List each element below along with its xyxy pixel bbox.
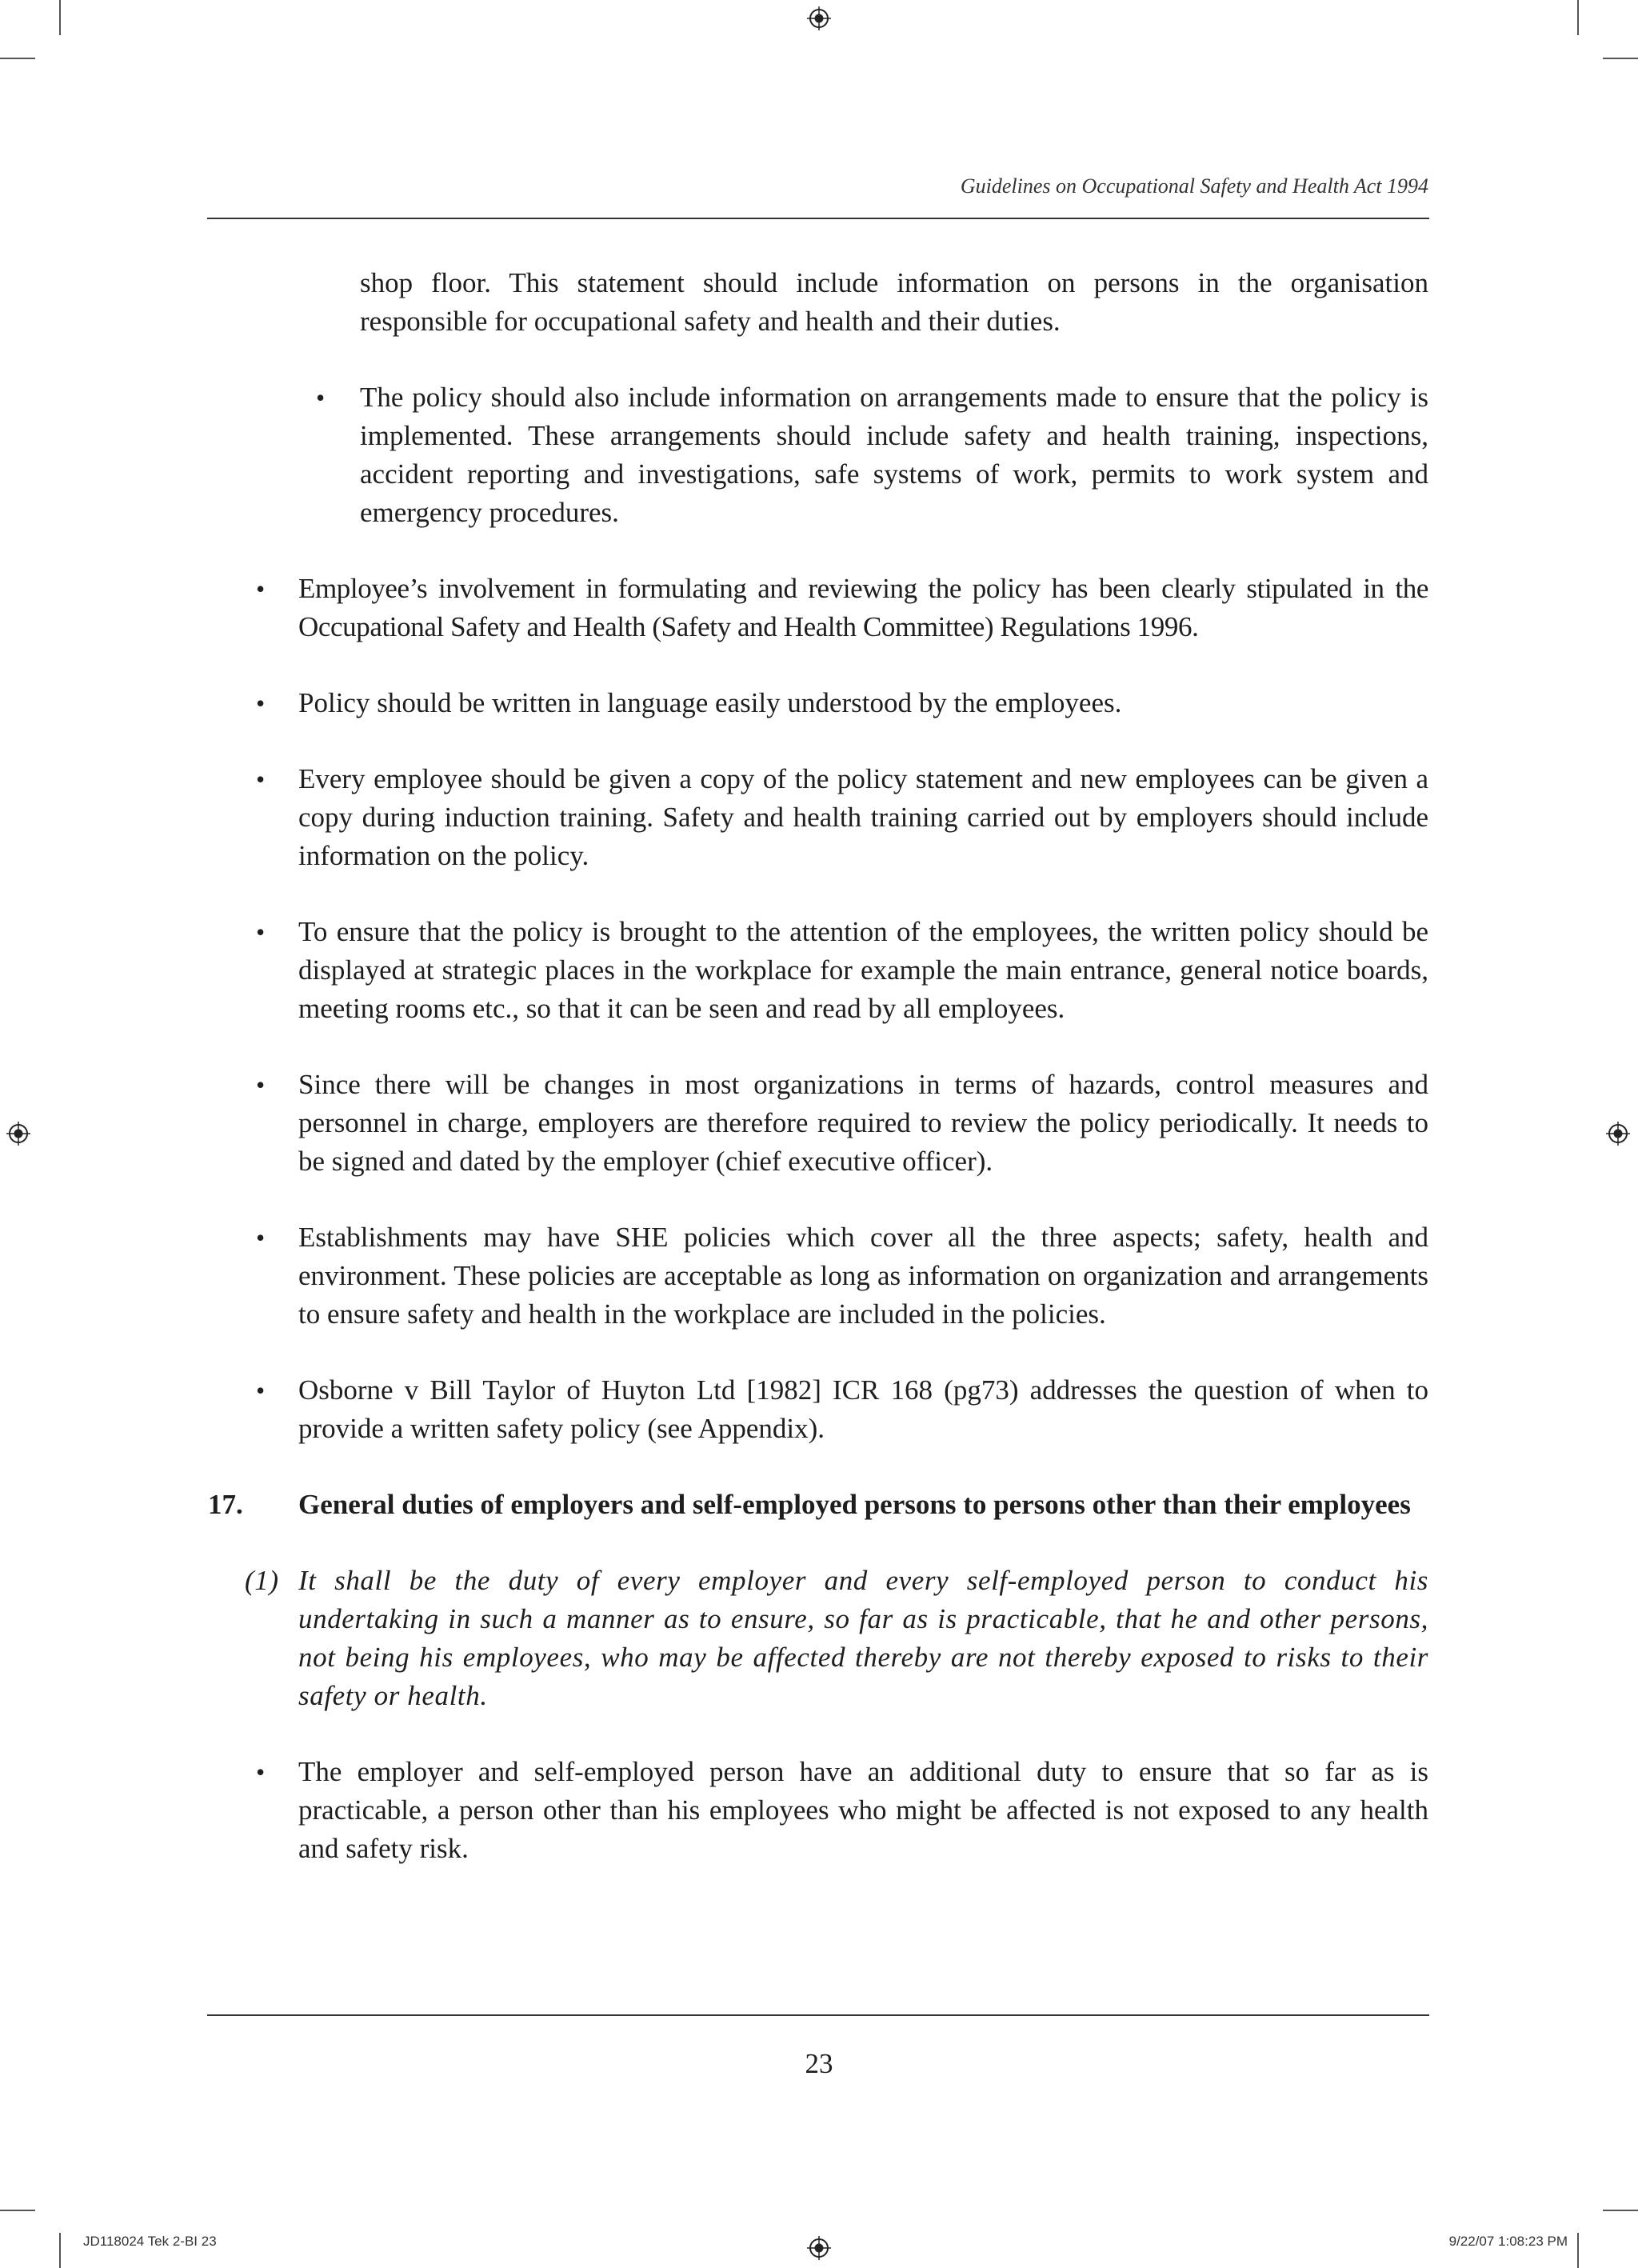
bullet-item: [208, 913, 1428, 1028]
registration-mark-icon: [6, 1122, 30, 1146]
bullet-icon: •: [256, 1070, 266, 1099]
sub-bullet-item: [208, 378, 1428, 532]
bullet-text: Establishments may have SHE policies which cover all the three aspects; safety, health and environment. These policies are acceptable as long as information on organization and arrangements to ensure safety and health in the workplace are included in the policies.: [298, 1222, 1428, 1330]
bullet-icon: •: [256, 1223, 266, 1252]
registration-mark-icon: [1606, 1122, 1630, 1146]
footer-rule: [207, 2014, 1429, 2016]
bullet-icon: •: [256, 574, 266, 603]
bullet-icon: •: [256, 918, 266, 946]
bullet-icon: •: [256, 689, 266, 718]
clause-number: (1): [245, 1565, 279, 1596]
section-title: General duties of employers and self-employed persons to persons other than their employees: [298, 1489, 1411, 1520]
crop-mark: [1577, 2233, 1579, 2268]
crop-mark: [0, 58, 35, 59]
clause-text: It shall be the duty of every employer and every self-employed person to conduct his undertaking in such a manner as to ensure, so far as is practicable, that he and other persons, not being his employees, who may be affected thereby are not thereby exposed to risks to their safety or health.: [298, 1565, 1428, 1711]
running-header: Guidelines on Occupational Safety and Health Act 1994: [960, 174, 1428, 198]
section-heading: [208, 1486, 1428, 1524]
bullet-icon: •: [256, 1376, 266, 1405]
crop-mark: [1577, 0, 1579, 35]
bullet-text: Employee’s involvement in formulating and reviewing the policy has been clearly stipulated in the Occupational Safety and Health (Safety and Health Committee) Regulations 1996.: [298, 573, 1428, 642]
print-slug-right: 9/22/07 1:08:23 PM: [1448, 2234, 1568, 2249]
registration-mark-icon: [807, 2236, 831, 2260]
bullet-text: Policy should be written in language easily understood by the employees.: [298, 687, 1122, 718]
bullet-item: [208, 684, 1428, 722]
page-body: [208, 264, 1428, 1906]
bullet-icon: •: [316, 383, 326, 412]
bullet-text: Every employee should be given a copy of the policy statement and new employees can be given a copy during induction training. Safety and health training carried out by employers should include information on the policy.: [298, 763, 1428, 871]
crop-mark: [0, 2210, 35, 2211]
bullet-text: Osborne v Bill Taylor of Huyton Ltd [1982] ICR 168 (pg73) addresses the question of when to provide a written safety policy (see Appendix).: [298, 1374, 1428, 1444]
statutory-clause: [208, 1562, 1428, 1715]
crop-mark: [59, 2233, 61, 2268]
registration-mark-icon: [807, 6, 831, 30]
bullet-item: [208, 1218, 1428, 1334]
header-rule: [207, 218, 1429, 219]
bullet-item: [208, 570, 1428, 646]
bullet-text: The policy should also include information on arrangements made to ensure that the policy is implemented. These arrangements should include safety and health training, inspections, accident reporting and investigations, safe systems of work, permits to work system and emergency procedures.: [360, 382, 1428, 528]
crop-mark: [1603, 58, 1638, 59]
bullet-text: To ensure that the policy is brought to the attention of the employees, the written policy should be displayed at strategic places in the workplace for example the main entrance, general notice boards, meeting rooms etc., so that it can be seen and read by all employees.: [298, 916, 1428, 1024]
bullet-item: [208, 1753, 1428, 1868]
bullet-item: [208, 760, 1428, 875]
bullet-text: Since there will be changes in most organizations in terms of hazards, control measures and personnel in charge, employers are therefore required to review the policy periodically. It needs to be signed and dated by the employer (chief executive officer).: [298, 1069, 1428, 1177]
bullet-icon: •: [256, 765, 266, 794]
print-slug-left: JD118024 Tek 2-BI 23: [83, 2234, 217, 2249]
page-number: 23: [805, 2048, 833, 2079]
crop-mark: [1603, 2210, 1638, 2211]
bullet-icon: •: [256, 1758, 266, 1786]
crop-mark: [59, 0, 61, 35]
bullet-text: The employer and self-employed person have an additional duty to ensure that so far as is practicable, a person other than his employees who might be affected is not exposed to any health and safety risk.: [298, 1756, 1428, 1864]
section-number: 17.: [208, 1489, 243, 1520]
bullet-item: [208, 1371, 1428, 1448]
continuation-paragraph: shop floor. This statement should include information on persons in the organisation responsible for occupational safety and health and their duties.: [360, 267, 1428, 337]
bullet-item: [208, 1066, 1428, 1181]
